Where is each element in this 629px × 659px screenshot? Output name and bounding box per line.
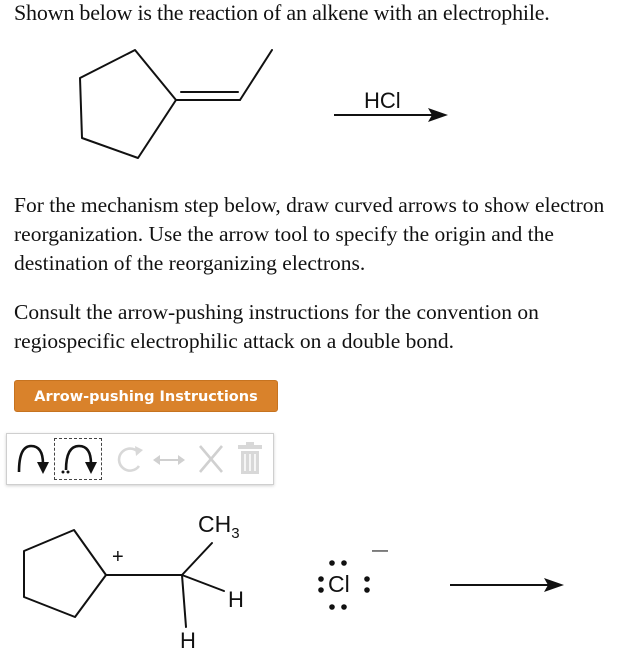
curved-arrow-half-icon — [57, 438, 99, 480]
chloride-charge: — — [372, 542, 388, 559]
ethyl-bond — [240, 50, 272, 100]
trash-icon — [233, 438, 267, 480]
reagent-label: HCl — [364, 88, 401, 113]
hydrogen-bottom-label: H — [180, 628, 196, 653]
arrow-toolbar — [6, 433, 274, 485]
trash-tool[interactable] — [233, 438, 267, 480]
mechanism-diagram[interactable] — [0, 499, 629, 659]
methyl-text: CH — [198, 511, 232, 537]
carbon-to-h-bond — [182, 575, 224, 591]
intro-text: Shown below is the reaction of an alkene with an electrophile. — [14, 0, 550, 25]
carbon-to-methyl-bond — [182, 543, 212, 575]
flip-tool[interactable] — [149, 438, 189, 480]
instructions-paragraph: For the mechanism step below, draw curved arrows to show electron reorganization. Use the arrow tool to specify the origin and the destination of the reorganizing electrons. — [14, 193, 605, 275]
methyl-label — [198, 511, 240, 542]
double-headed-arrow-tool[interactable] — [11, 438, 51, 480]
double-arrow-icon — [149, 438, 189, 480]
cyclopentane-ring — [80, 50, 176, 158]
close-icon — [193, 438, 229, 480]
rotate-icon — [111, 438, 145, 480]
chloride-label: Cl — [328, 571, 350, 597]
curved-arrow-full-icon — [11, 438, 51, 480]
convention-paragraph: Consult the arrow-pushing instructions for the convention on regiospecific electrophilic attack on a double bond. — [14, 300, 539, 353]
cation-ring — [24, 530, 106, 617]
rotate-tool[interactable] — [111, 438, 145, 480]
carbocation-charge: + — [112, 546, 124, 568]
methyl-subscript: 3 — [231, 525, 240, 542]
arrow-pushing-instructions-button[interactable]: Arrow-pushing Instructions — [14, 380, 278, 412]
reaction-diagram — [0, 30, 629, 200]
hydrogen-right-label: H — [228, 587, 244, 612]
delete-tool[interactable] — [193, 438, 229, 480]
carbon-to-h-bottom-bond — [182, 575, 186, 627]
single-headed-arrow-tool[interactable] — [57, 438, 99, 480]
